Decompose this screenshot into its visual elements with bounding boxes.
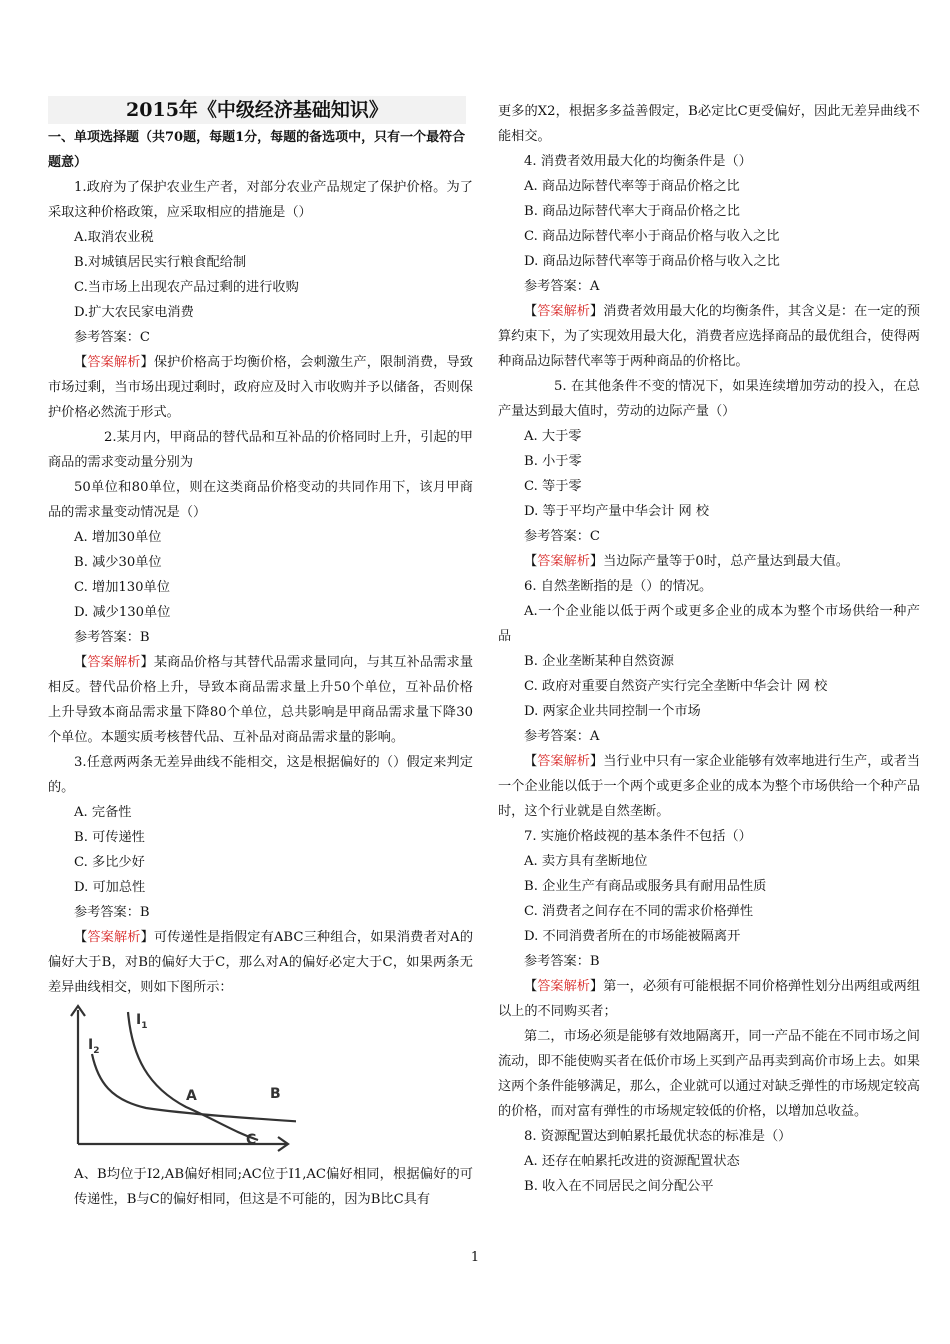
q2-analysis-text: 某商品价格与其替代品需求量同向，与其互补品需求量相反。替代品价格上升，导致本商品需求量上升50个单位，互补品价格上升导致本商品需求量下降80个单位，总共影响是甲商品需求量下降30个单位。本题实质考核替代品、互补品对商品需求量的影响。 — [48, 655, 474, 745]
q7-option-c: C. 消费者之间存在不同的需求价格弹性 — [524, 904, 754, 919]
q3-analysis-text: 可传递性是指假定有ABC三种组合，如果消费者对A的偏好大于B，对B的偏好大于C，那么对A的偏好必定大于C，如果两条无差异曲线相交，则如下图所示： — [48, 930, 474, 995]
q3-continuation: 更多的X2，根据多多益善假定，B必定比C更受偏好，因此无差异曲线不能相交。 — [498, 104, 920, 144]
document-title: 2015年《中级经济基础知识》 — [126, 99, 388, 121]
analysis-tag: 答案解析 — [537, 554, 590, 569]
page-number: 1 — [470, 1250, 480, 1265]
q2-answer: 参考答案：B — [74, 630, 150, 645]
q6-option-d: D. 两家企业共同控制一个市场 — [524, 704, 701, 719]
q7-option-a: A. 卖方具有垄断地位 — [524, 854, 648, 869]
q5-option-a: A. 大于零 — [524, 429, 582, 444]
q1-option-b: B.对城镇居民实行粮食配给制 — [74, 255, 247, 270]
q6-option-a: A.一个企业能以低于两个或更多企业的成本为整个市场供给一种产品 — [498, 604, 920, 644]
q8-option-b: B. 收入在不同居民之间分配公平 — [524, 1179, 714, 1194]
q3-answer: 参考答案：B — [74, 905, 150, 920]
q6-option-c: C. 政府对重要自然资产实行完全垄断中华会计 网 校 — [524, 679, 828, 694]
q2-option-a: A. 增加30单位 — [74, 530, 162, 545]
label-c: C — [246, 1132, 257, 1148]
q2-option-b: B. 减少30单位 — [74, 555, 162, 570]
q6-option-b: B. 企业垄断某种自然资源 — [524, 654, 674, 669]
q6-analysis-text: 当行业中只有一家企业能够有效率地进行生产，或者当一个企业能以低于一个两个或更多企业的成本为整个市场供给一个种产品时，这个行业就是自然垄断。 — [498, 754, 921, 819]
indifference-curve-svg — [66, 1002, 296, 1152]
q5-analysis-text: 当边际产量等于0时，总产量达到最大值。 — [603, 554, 849, 569]
q7-option-b: B. 企业生产有商品或服务具有耐用品性质 — [524, 879, 767, 894]
analysis-tag: 答案解析 — [537, 754, 591, 769]
analysis-tag: 答案解析 — [87, 655, 141, 670]
analysis-tag: 答案解析 — [537, 979, 591, 994]
q1-analysis: 【答案解析】保护价格高于均衡价格，会刺激生产，限制消费，导致市场过剩，当市场出现过剩时，政府应及时入市收购并予以储备，否则保护价格必然流于形式。 — [48, 355, 474, 420]
q3-option-c: C. 多比少好 — [74, 855, 145, 870]
q5-option-c: C. 等于零 — [524, 479, 582, 494]
q4-analysis: 【答案解析】消费者效用最大化的均衡条件，其含义是：在一定的预算约束下，为了实现效用最大化，消费者应选择商品的最优组合，使得两种商品边际替代率等于两种商品的价格比。 — [498, 304, 921, 369]
q2-stem: 2.某月内，甲商品的替代品和互补品的价格同时上升，引起的甲商品的需求变动量分别为 — [48, 430, 473, 470]
analysis-tag: 答案解析 — [87, 355, 141, 370]
q3-option-b: B. 可传递性 — [74, 830, 145, 845]
q4-option-c: C. 商品边际替代率小于商品价格与收入之比 — [524, 229, 780, 244]
q2-option-d: D. 减少130单位 — [74, 605, 171, 620]
q3-analysis: 【答案解析】可传递性是指假定有ABC三种组合，如果消费者对A的偏好大于B，对B的偏好大于C，那么对A的偏好必定大于C，如果两条无差异曲线相交，则如下图所示： — [48, 930, 474, 995]
q5-stem: 5. 在其他条件不变的情况下，如果连续增加劳动的投入，在总产量达到最大值时，劳动的边际产量（） — [498, 379, 920, 419]
q7-analysis: 【答案解析】第一，必须有可能根据不同价格弹性划分出两组或两组以上的不同购买者； — [498, 979, 921, 1019]
q5-answer: 参考答案：C — [524, 529, 601, 544]
label-a: A — [186, 1088, 197, 1104]
q6-answer: 参考答案：A — [524, 729, 600, 744]
q7-answer: 参考答案：B — [524, 954, 600, 969]
q2-option-c: C. 增加130单位 — [74, 580, 170, 595]
q2-stem-cont: 50单位和80单位，则在这类商品价格变动的共同作用下，该月甲商品的需求量变动情况是（） — [48, 480, 473, 520]
q4-answer: 参考答案：A — [524, 279, 600, 294]
analysis-tag: 答案解析 — [537, 304, 591, 319]
q6-analysis: 【答案解析】当行业中只有一家企业能够有效率地进行生产，或者当一个企业能以低于一个两个或更多企业的成本为整个市场供给一个种产品时，这个行业就是自然垄断。 — [498, 754, 921, 819]
q1-option-c: C.当市场上出现农产品过剩的进行收购 — [74, 280, 299, 295]
q3-option-a: A. 完备性 — [74, 805, 132, 820]
q8-stem: 8. 资源配置达到帕累托最优状态的标准是（） — [524, 1129, 792, 1144]
curve-i1 — [128, 1012, 258, 1140]
q1-analysis-text: 保护价格高于均衡价格，会刺激生产，限制消费，导致市场过剩，当市场出现过剩时，政府应及时入市收购并予以储备，否则保护价格必然流于形式。 — [48, 355, 474, 420]
q1-stem: 1.政府为了保护农业生产者，对部分农业产品规定了保护价格。为了采取这种价格政策，应采取相应的措施是（） — [48, 180, 473, 220]
q1-option-d: D.扩大农民家电消费 — [74, 305, 194, 320]
analysis-tag: 答案解析 — [87, 930, 141, 945]
q3-after-figure: A、B均位于I2,AB偏好相同;AC位于I1,AC偏好相同，根据偏好的可传递性，B与C的偏好相同，但这是不可能的，因为B比C具有 — [74, 1167, 473, 1207]
q1-answer: 参考答案：C — [74, 330, 151, 345]
q5-analysis: 【答案解析】当边际产量等于0时，总产量达到最大值。 — [524, 554, 849, 569]
q2-analysis: 【答案解析】某商品价格与其替代品需求量同向，与其互补品需求量相反。替代品价格上升，导致本商品需求量上升50个单位，互补品价格上升导致本商品需求量下降80个单位，总共影响是甲商品需求量下降30个单位。本题实质考核替代品、互补品对商品需求量的影响。 — [48, 655, 474, 745]
q7-analysis-cont: 第二，市场必须是能够有效地隔离开，同一产品不能在不同市场之间流动，即不能使购买者在低价市场上买到产品再卖到高价市场上去。如果这两个条件能够满足，那么，企业就可以通过对缺乏弹性的市场规定较高的价格，而对富有弹性的市场规定较低的价格，以增加总收益。 — [498, 1029, 920, 1119]
q5-option-d: D. 等于平均产量中华会计 网 校 — [524, 504, 710, 519]
q7-analysis-text: 第一，必须有可能根据不同价格弹性划分出两组或两组以上的不同购买者； — [498, 979, 921, 1019]
label-i2: $I_2$ — [88, 1037, 100, 1056]
q5-option-b: B. 小于零 — [524, 454, 582, 469]
q4-stem: 4. 消费者效用最大化的均衡条件是（） — [524, 154, 752, 169]
q7-stem: 7. 实施价格歧视的基本条件不包括（） — [524, 829, 752, 844]
left-column — [48, 125, 473, 1212]
section-heading: 一、单项选择题（共70题，每题1分，每题的备选项中，只有一个最符合题意） — [48, 130, 466, 170]
indifference-curve-figure — [66, 1002, 473, 1156]
q3-option-d: D. 可加总性 — [74, 880, 146, 895]
q1-option-a: A.取消农业税 — [74, 230, 154, 245]
q4-option-a: A. 商品边际替代率等于商品价格之比 — [524, 179, 740, 194]
label-b: B — [270, 1086, 281, 1102]
q7-option-d: D. 不同消费者所在的市场能被隔离开 — [524, 929, 741, 944]
label-i1: $I_1$ — [136, 1012, 148, 1031]
q4-option-d: D. 商品边际替代率等于商品价格与收入之比 — [524, 254, 780, 269]
q6-stem: 6. 自然垄断指的是（）的情况。 — [524, 579, 713, 594]
q4-option-b: B. 商品边际替代率大于商品价格之比 — [524, 204, 740, 219]
q4-analysis-text: 消费者效用最大化的均衡条件，其含义是：在一定的预算约束下，为了实现效用最大化，消费者应选择商品的最优组合，使得两种商品边际替代率等于两种商品的价格比。 — [498, 304, 921, 369]
q3-stem: 3.任意两两条无差异曲线不能相交，这是根据偏好的（）假定来判定的。 — [48, 755, 473, 795]
right-column — [498, 99, 920, 1199]
q8-option-a: A. 还存在帕累托改进的资源配置状态 — [524, 1154, 740, 1169]
